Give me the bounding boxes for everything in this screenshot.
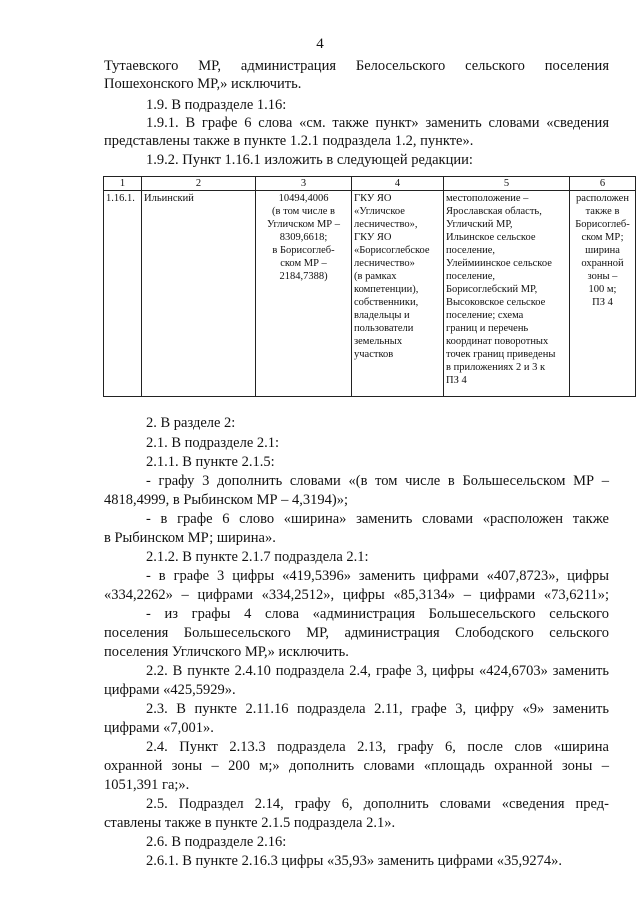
table-row bbox=[104, 191, 636, 397]
cell-responsible: ГКУ ЯО «Угличское лесничество», ГКУ ЯО «Борисоглебское лесничество» (в рамках компетенции), собственники, владельцы и пользователи земельных участков bbox=[352, 191, 444, 397]
paragraph-line: 2.3. В пункте 2.11.16 подраздела 2.11, графе 3, цифру «9» заменить bbox=[146, 701, 609, 717]
paragraph-line: 2.6.1. В пункте 2.16.3 цифры «35,93» заменить цифрами «35,9274». bbox=[146, 853, 563, 869]
column-number: 5 bbox=[444, 177, 570, 191]
section-heading: 2.1. В подразделе 2.1: bbox=[146, 435, 280, 451]
cell-notes: расположен также в Борисоглеб- ском МР; ширина охранной зоны – 100 м; ПЗ 4 bbox=[570, 191, 636, 397]
page-number: 4 bbox=[316, 36, 324, 52]
amendment-table bbox=[103, 176, 636, 397]
column-number: 4 bbox=[352, 177, 444, 191]
paragraph-line: 2.5. Подраздел 2.14, графу 6, дополнить словами «сведения пред- bbox=[146, 796, 609, 812]
section-heading: 1.9. В подразделе 1.16: bbox=[146, 97, 287, 113]
paragraph-line: 1051,391 га;». bbox=[104, 777, 190, 793]
paragraph-line: Пошехонского МР,» исключить. bbox=[104, 76, 302, 92]
section-heading: 2.1.1. В пункте 2.1.5: bbox=[146, 454, 275, 470]
paragraph-line: представлены также в пункте 1.2.1 подраздела 1.2, пункте». bbox=[104, 133, 474, 149]
column-number: 6 bbox=[570, 177, 636, 191]
section-heading: 2. В разделе 2: bbox=[146, 415, 236, 431]
section-heading: 2.6. В подразделе 2.16: bbox=[146, 834, 287, 850]
paragraph-line: - графу 3 дополнить словами «(в том числе в Большесельском МР – bbox=[146, 473, 609, 489]
column-number: 3 bbox=[256, 177, 352, 191]
paragraph-line: поселения Большесельского МР, администрация Слободского сельского bbox=[104, 625, 609, 641]
paragraph-line: 1.9.2. Пункт 1.16.1 изложить в следующей редакции: bbox=[146, 152, 473, 168]
paragraph-line: 2.2. В пункте 2.4.10 подраздела 2.4, графе 3, цифры «424,6703» заменить bbox=[146, 663, 609, 679]
column-number: 2 bbox=[142, 177, 256, 191]
paragraph-line: «334,2262» – цифрами «334,2512», цифры «85,3134» – цифрами «73,6211»; bbox=[104, 587, 609, 603]
paragraph-line: ставлены также в пункте 2.1.5 подраздела 2.1». bbox=[104, 815, 396, 831]
paragraph-line: в Рыбинском МР; ширина». bbox=[104, 530, 276, 546]
paragraph-line: Тутаевского МР, администрация Белосельского сельского поселения bbox=[104, 58, 609, 74]
paragraph-line: - в графе 3 цифры «419,5396» заменить цифрами «407,8723», цифры bbox=[146, 568, 609, 584]
section-heading: 2.1.2. В пункте 2.1.7 подраздела 2.1: bbox=[146, 549, 369, 565]
cell-item-number: 1.16.1. bbox=[104, 191, 142, 397]
paragraph-line: 1.9.1. В графе 6 слова «см. также пункт» заменить словами «сведения bbox=[146, 115, 609, 131]
cell-area: 10494,4006 (в том числе в Угличском МР – 8309,6618; в Борисоглеб- ском МР – 2184,7388) bbox=[256, 191, 352, 397]
paragraph-line: цифрами «425,5929». bbox=[104, 682, 236, 698]
paragraph-line: охранной зоны – 200 м;» дополнить словами «площадь охранной зоны – bbox=[104, 758, 609, 774]
paragraph-line: цифрами «7,001». bbox=[104, 720, 214, 736]
paragraph-line: поселения Угличского МР,» исключить. bbox=[104, 644, 349, 660]
cell-name: Ильинский bbox=[142, 191, 256, 397]
cell-location: местоположение – Ярославская область, Угличский МР, Ильинское сельское поселение, Улеймиинское сельское поселение, Борисоглебский МР, Высоковское сельское поселение; схема границ и перечень координат поворотных точек границ приведены в приложениях 2 и 3 к ПЗ 4 bbox=[444, 191, 570, 397]
paragraph-line: 2.4. Пункт 2.13.3 подраздела 2.13, графу 6, после слов «ширина bbox=[146, 739, 609, 755]
paragraph-line: - из графы 4 слова «администрация Большесельского сельского bbox=[146, 606, 609, 622]
paragraph-line: 4818,4999, в Рыбинском МР – 4,3194)»; bbox=[104, 492, 349, 508]
paragraph-line: - в графе 6 слово «ширина» заменить словами «расположен также bbox=[146, 511, 609, 527]
column-number: 1 bbox=[104, 177, 142, 191]
table-header-row bbox=[104, 177, 636, 191]
